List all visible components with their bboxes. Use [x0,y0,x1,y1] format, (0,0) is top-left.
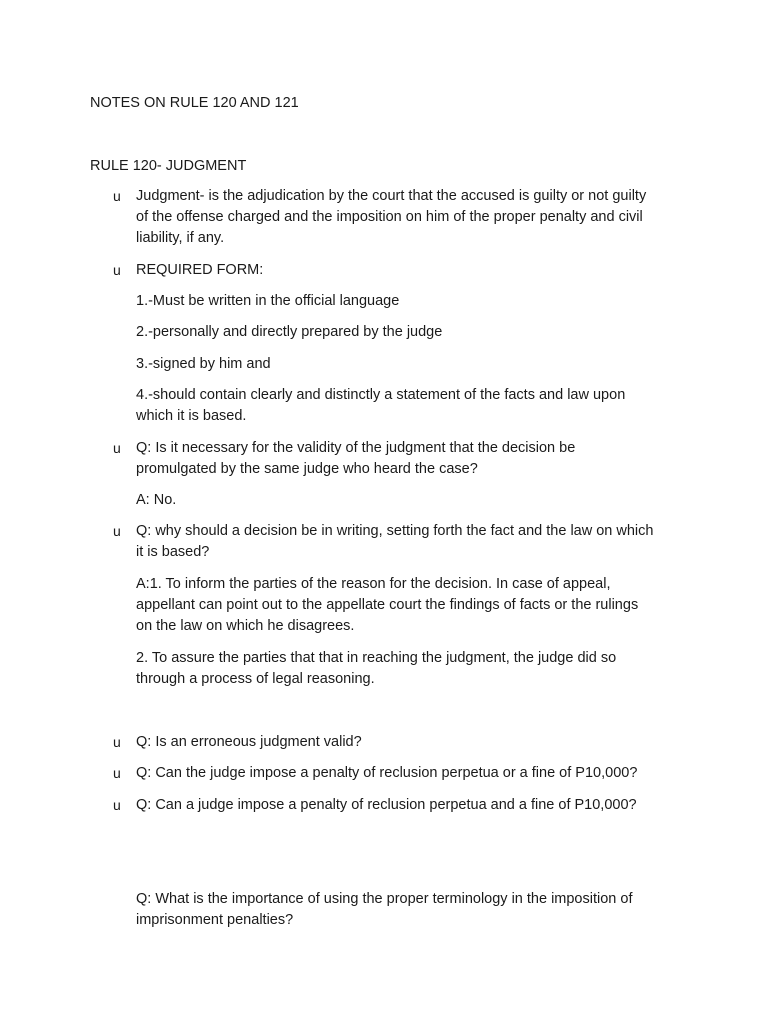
question-penalty-or [136,763,696,784]
section-heading: RULE 120- JUDGMENT [90,158,247,174]
text-line: REQUIRED FORM: [136,262,264,278]
text-line: Q: why should a decision be in writing, setting forth the fact and the law on which [136,523,654,539]
bullet-marker: u [113,734,121,750]
text-line: A:1. To inform the parties of the reason for the decision. In case of appeal, [136,576,611,592]
text-line: on the law on which he disagrees. [136,618,355,634]
required-form-point-1 [136,291,696,312]
bullet-marker: u [113,797,121,813]
answer-writing-2 [136,648,696,690]
judgment-definition [136,186,696,249]
text-line: appellant can point out to the appellate court the findings of facts or the rulings [136,597,639,613]
required-form-point-3 [136,354,696,375]
text-line: Q: What is the importance of using the proper terminology in the imposition of [136,891,633,907]
text-line: of the offense charged and the imposition on him of the proper penalty and civil [136,209,643,225]
text-line: 2. To assure the parties that that in reaching the judgment, the judge did so [136,650,617,666]
text-line: 3.-signed by him and [136,356,271,372]
text-line: 4.-should contain clearly and distinctly a statement of the facts and law upon [136,387,626,403]
text-line: through a process of legal reasoning. [136,671,375,687]
text-line: A: No. [136,492,177,508]
text-line: which it is based. [136,408,247,424]
required-form-point-2 [136,322,696,343]
answer-writing-1 [136,574,696,637]
text-line: Q: Is it necessary for the validity of the judgment that the decision be [136,440,576,456]
text-line: 2.-personally and directly prepared by the judge [136,324,443,340]
text-line: Q: Can a judge impose a penalty of reclusion perpetua and a fine of P10,000? [136,797,637,813]
text-line: Q: Is an erroneous judgment valid? [136,734,362,750]
bullet-marker: u [113,188,121,204]
question-penalty-and [136,795,696,816]
text-line: Q: Can the judge impose a penalty of reclusion perpetua or a fine of P10,000? [136,765,638,781]
text-line: liability, if any. [136,230,225,246]
text-line: Judgment- is the adjudication by the court that the accused is guilty or not guilty [136,188,647,204]
bullet-marker: u [113,262,121,278]
bullet-marker: u [113,765,121,781]
required-form-heading [136,260,696,281]
question-terminology [136,889,696,931]
question-validity [136,438,696,480]
required-form-point-4 [136,385,696,427]
text-line: 1.-Must be written in the official language [136,293,400,309]
text-line: imprisonment penalties? [136,912,294,928]
question-writing [136,521,696,563]
text-line: it is based? [136,544,210,560]
bullet-marker: u [113,440,121,456]
question-erroneous [136,732,696,753]
answer-validity [136,490,696,511]
document-title: NOTES ON RULE 120 AND 121 [90,95,299,111]
text-line: promulgated by the same judge who heard the case? [136,461,478,477]
bullet-marker: u [113,523,121,539]
